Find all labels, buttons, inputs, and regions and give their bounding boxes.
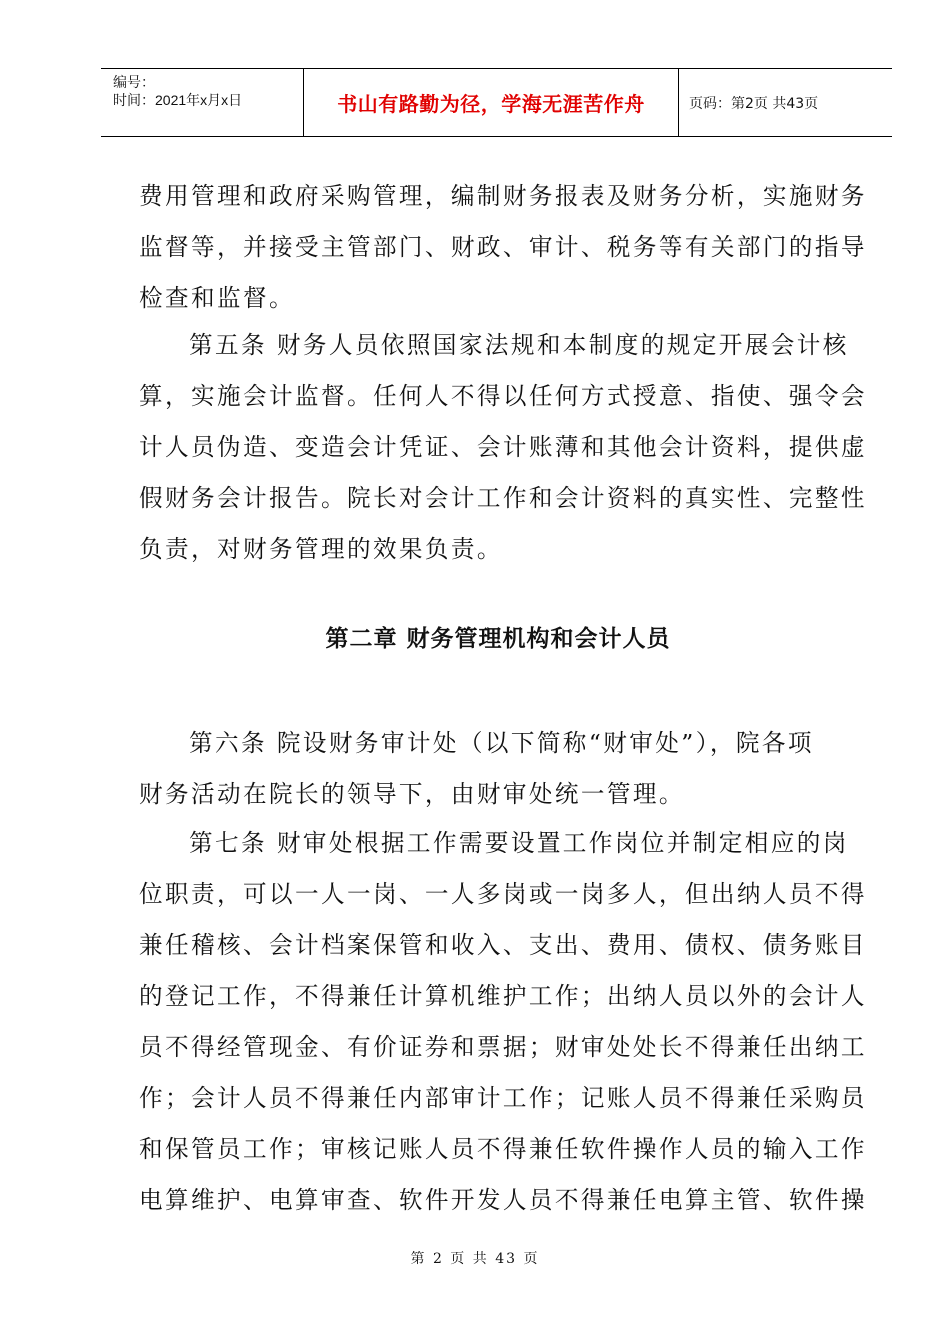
header-motto: 书山有路勤为径，学海无涯苦作舟 [337, 92, 645, 116]
text-line: 检查和监督。 [139, 284, 295, 312]
header-motto-cell [304, 69, 679, 136]
text-line: 电算维护、电算审查、软件开发人员不得兼任电算主管、软件操 [139, 1186, 867, 1214]
text-line: 财务活动在院长的领导下，由财审处统一管理。 [139, 780, 685, 808]
text-line: 计人员伪造、变造会计凭证、会计账薄和其他会计资料，提供虚 [139, 433, 867, 461]
text-line: 员不得经管现金、有价证券和票据；财审处处长不得兼任出纳工 [139, 1033, 867, 1061]
text-line: 的登记工作，不得兼任计算机维护工作；出纳人员以外的会计人 [139, 982, 867, 1010]
article-7 [139, 818, 867, 1226]
number-label: 编号： [113, 74, 155, 90]
text-line: 第五条 财务人员依照国家法规和本制度的规定开展会计核 [189, 331, 849, 359]
text-line: 第七条 财审处根据工作需要设置工作岗位并制定相应的岗 [189, 829, 849, 857]
text-line: 假财务会计报告。院长对会计工作和会计资料的真实性、完整性 [139, 484, 867, 512]
text-line: 第六条 院设财务审计处（以下简称“财审处”），院各项 [189, 729, 814, 757]
time-line: 时间：2021年x月x日 [113, 92, 243, 108]
text-line: 费用管理和政府采购管理，编制财务报表及财务分析，实施财务 [139, 182, 867, 210]
text-line: 算，实施会计监督。任何人不得以任何方式授意、指使、强令会 [139, 382, 867, 410]
page-info: 页码：第2页 共43页 [689, 95, 819, 112]
paragraph-continued [139, 171, 867, 324]
text-line: 负责，对财务管理的效果负责。 [139, 535, 503, 563]
chapter-heading: 第二章 财务管理机构和会计人员 [325, 626, 671, 652]
page-header [101, 68, 892, 137]
article-5 [139, 320, 867, 575]
text-line: 监督等，并接受主管部门、财政、审计、税务等有关部门的指导 [139, 233, 867, 261]
page-footer: 第 2 页 共 43 页 [410, 1251, 540, 1267]
text-line: 作；会计人员不得兼任内部审计工作；记账人员不得兼任采购员 [139, 1084, 867, 1112]
article-6 [139, 718, 857, 820]
header-left-cell [101, 69, 304, 136]
text-line: 兼任稽核、会计档案保管和收入、支出、费用、债权、债务账目 [139, 931, 867, 959]
header-page-info-cell [679, 69, 892, 136]
text-line: 和保管员工作；审核记账人员不得兼任软件操作人员的输入工作 [139, 1135, 867, 1163]
text-line: 位职责，可以一人一岗、一人多岗或一岗多人，但出纳人员不得 [139, 880, 867, 908]
